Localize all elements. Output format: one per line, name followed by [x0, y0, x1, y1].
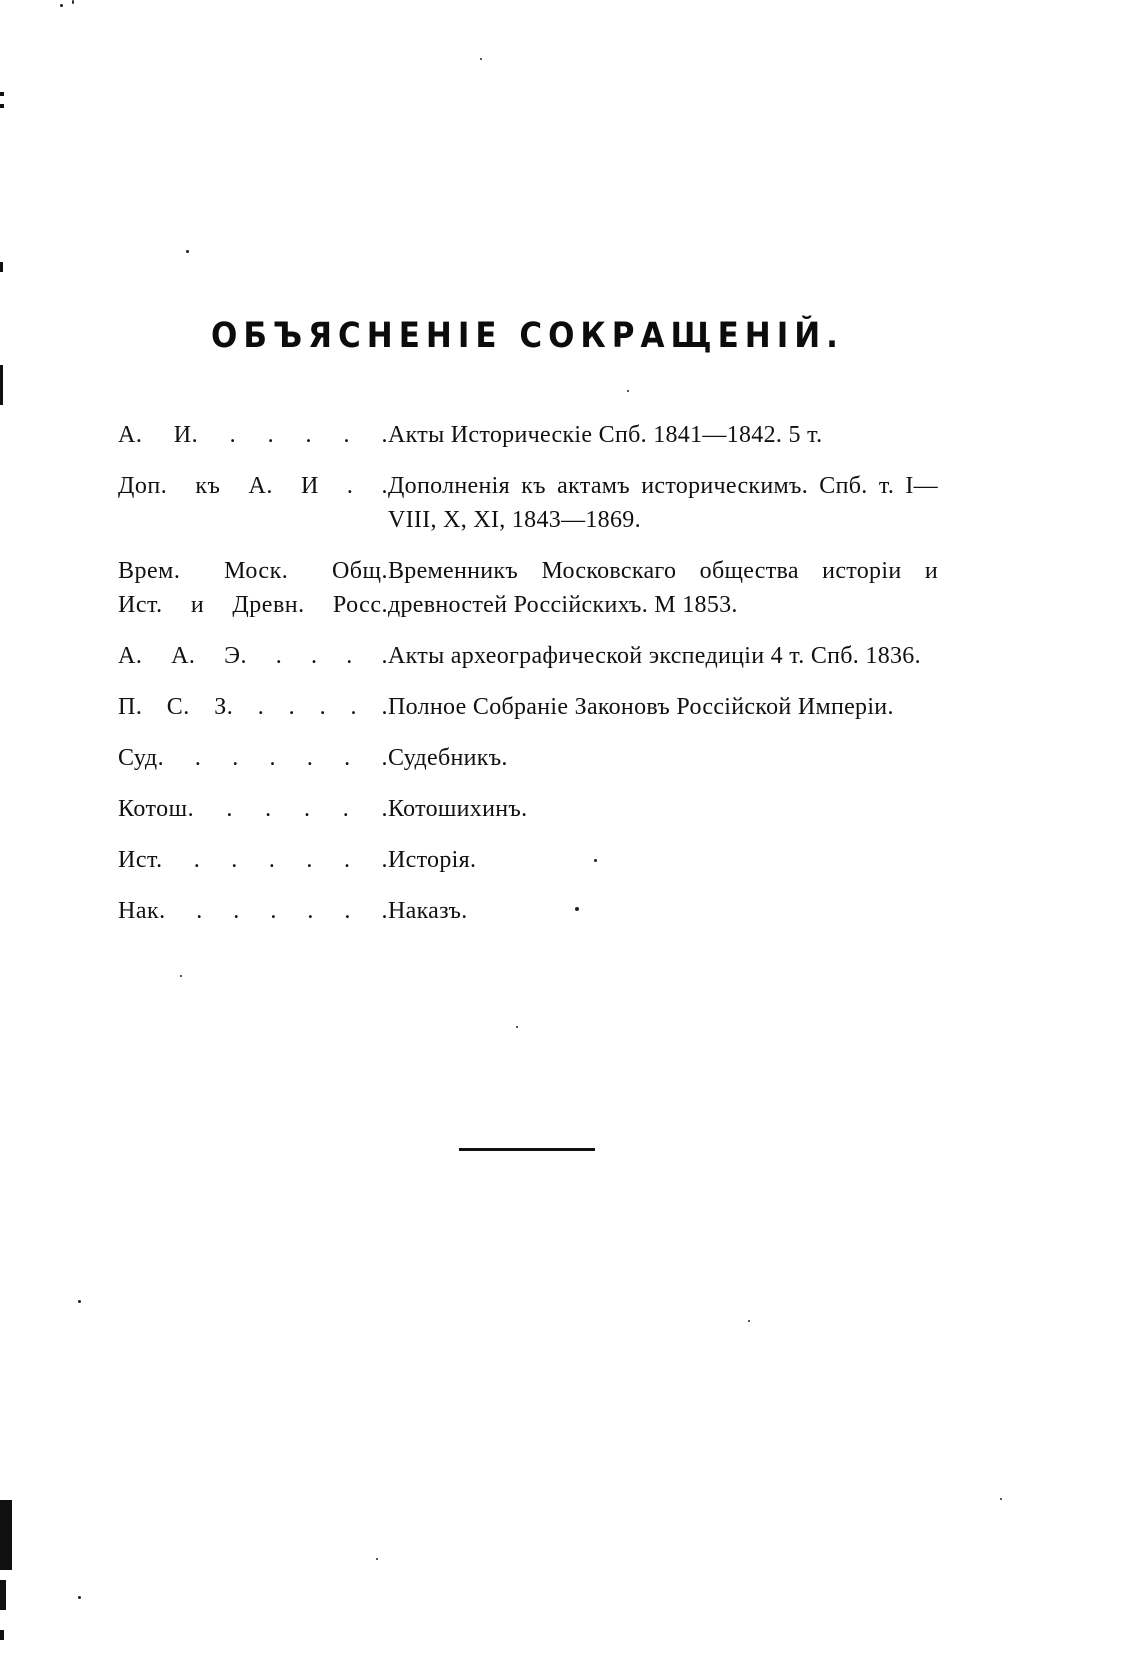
page-title: ОБЪЯСНЕНІЕ СОКРАЩЕНІЙ. [211, 315, 844, 357]
binding-edge-mark [0, 92, 4, 96]
abbreviation-entry [118, 469, 938, 537]
abbreviation-entry [118, 894, 938, 928]
binding-edge-mark [0, 1500, 12, 1570]
scan-speck [78, 1300, 81, 1303]
abbreviation-line: Ист. и Древн. Росс. [118, 592, 388, 618]
abbreviation [118, 418, 388, 452]
abbreviation-explanation: Котошихинъ. [388, 796, 528, 822]
abbreviation-entry [118, 554, 938, 622]
abbreviation-entry [118, 741, 938, 775]
scan-speck [627, 390, 629, 392]
abbreviation-line: А. И. . . . . . [118, 422, 388, 448]
scan-speck [376, 1558, 378, 1560]
binding-edge-mark [0, 365, 3, 405]
abbreviation-line: Доп. къ А. И . . [118, 473, 388, 499]
abbreviation [118, 554, 388, 622]
abbreviation-list [118, 418, 938, 945]
abbreviation-line: Суд. . . . . . . [118, 745, 388, 771]
abbreviation [118, 741, 388, 775]
abbreviation-entry [118, 843, 938, 877]
scan-speck [748, 1320, 750, 1322]
abbreviation-explanation: Дополненія къ актамъ историческимъ. Спб. т. I—VIII, X, XI, 1843—1869. [388, 473, 938, 533]
abbreviation [118, 469, 388, 503]
abbreviation-explanation: Судебникъ. [388, 745, 508, 771]
scan-speck [1000, 1498, 1002, 1500]
abbreviation-entry [118, 418, 938, 452]
abbreviation [118, 843, 388, 877]
scan-speck [575, 907, 579, 911]
scan-speck [594, 859, 597, 862]
abbreviation-explanation: Исторія. [388, 847, 477, 873]
abbreviation-line: П. С. З. . . . . . [118, 694, 388, 720]
abbreviation-line: А. А. Э. . . . . [118, 643, 388, 669]
scan-speck [180, 975, 182, 977]
abbreviation-line: Котош. . . . . . [118, 796, 388, 822]
abbreviation-explanation: Акты археографической экспедиціи 4 т. Спб. 1836. [388, 643, 921, 669]
binding-edge-mark [0, 1580, 6, 1610]
scan-speck [516, 1026, 518, 1028]
scan-speck [480, 58, 482, 60]
abbreviation [118, 792, 388, 826]
scan-speck [78, 1596, 81, 1599]
abbreviation [118, 639, 388, 673]
abbreviation-explanation: Акты Историческіе Спб. 1841—1842. 5 т. [388, 422, 823, 448]
abbreviation-entry [118, 792, 938, 826]
scan-speck [186, 250, 189, 253]
scan-speck [72, 0, 74, 4]
end-rule-divider [459, 1148, 595, 1151]
abbreviation-explanation: Временникъ Московскаго общества исторіи и древностей Россійскихъ. М 1853. [388, 558, 938, 618]
abbreviation [118, 894, 388, 928]
binding-edge-mark [0, 104, 4, 108]
abbreviation [118, 690, 388, 724]
abbreviation-explanation: Полное Собраніе Законовъ Россійской Имперіи. [388, 694, 894, 720]
abbreviation-line: Нак. . . . . . . [118, 898, 388, 924]
binding-edge-mark [0, 262, 3, 272]
abbreviation-line: Врем. Моск. Общ. [118, 558, 388, 584]
abbreviation-explanation: Наказъ. [388, 898, 468, 924]
abbreviation-line: Ист. . . . . . . [118, 847, 388, 873]
abbreviation-entry [118, 690, 938, 724]
abbreviation-entry [118, 639, 938, 673]
scan-speck [60, 4, 63, 7]
binding-edge-mark [0, 1630, 4, 1640]
